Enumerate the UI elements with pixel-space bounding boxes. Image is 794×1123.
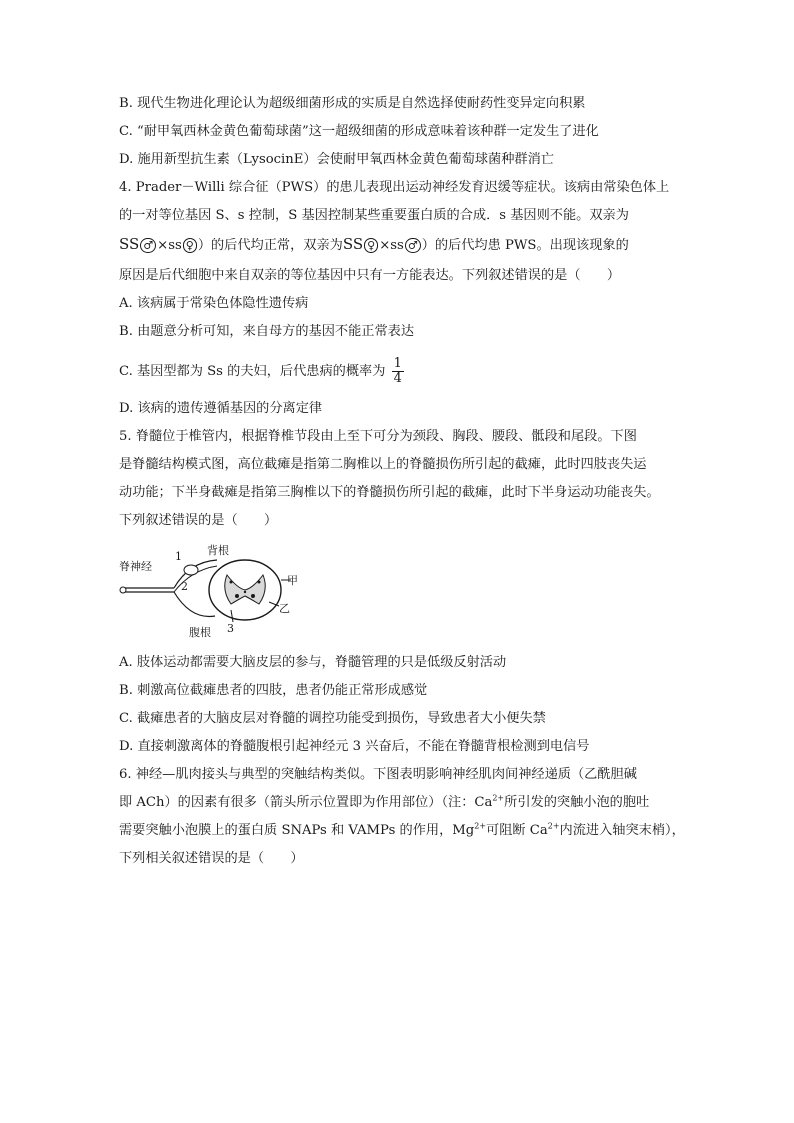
q6-line3-c: 内流进入轴突末梢），: [559, 823, 685, 838]
label-spinal-nerve: 脊神经: [119, 560, 152, 573]
q6-stem-line1: 6. 神经—肌肉接头与典型的突触结构类似。下图表明影响神经肌肉间神经递质（乙酰胆碱: [119, 767, 637, 782]
times-text: ×ss: [157, 238, 182, 253]
q5-stem-line2: 是脊髓结构模式图，高位截瘫是指第二胸椎以上的脊髓损伤所引起的截瘫，此时四肢丧失运: [119, 457, 647, 472]
label-yi: 乙: [279, 602, 290, 615]
times-text: ×ss: [379, 238, 404, 253]
label-dorsal-root: 背根: [207, 544, 229, 557]
q6-stem-line4: 下列相关叙述错误的是（ ）: [119, 851, 304, 866]
q4-option-d: D. 该病的遗传遵循基因的分离定律: [119, 401, 323, 416]
spinal-cord-diagram: [119, 540, 299, 640]
q6-line2-end: 所引发的突触小泡的胞吐: [504, 795, 650, 810]
q4-stem-line4: 原因是后代细胞中来自双亲的等位基因中只有一方能表达。下列叙述错误的是（ ）: [119, 268, 621, 283]
superscript: 2+: [474, 821, 487, 831]
genotype-ss-father: SS: [119, 235, 140, 253]
label-ventral-root: 腹根: [189, 626, 211, 639]
female-symbol-icon: ♀: [183, 238, 197, 253]
label-jia: 甲: [287, 574, 298, 587]
q5-stem-line1: 5. 脊髓位于椎管内，根据脊椎节段由上至下可分为颈段、胸段、腰段、骶段和尾段。下图: [119, 429, 637, 444]
q6-line3-a: 需要突触小泡膜上的蛋白质 SNAPs 和 VAMPs 的作用，Mg: [119, 823, 475, 838]
q4-stem-line1: 4. Prader－Willi 综合征（PWS）的患儿表现出运动神经发育迟缓等症状。该病由常染色体上: [119, 180, 670, 195]
label-1: 1: [175, 550, 182, 563]
q6-line2-text: 即 ACh）的因素有很多（箭头所示位置即为作用部位）（注：Ca: [119, 795, 493, 810]
q4-stem-line2: 的一对等位基因 S、s 控制，S 基因控制某些重要蛋白质的合成．s 基因则不能。双亲为: [119, 208, 629, 223]
q4-stem-end: ）的后代均患 PWS。出现该现象的: [421, 238, 629, 253]
q4-option-c: [119, 357, 404, 386]
superscript: 2+: [547, 821, 560, 831]
q5-option-d: D. 直接刺激离体的脊髓腹根引起神经元 3 兴奋后，不能在脊髓背根检测到电信号: [119, 739, 590, 754]
q4-option-b: B. 由题意分析可知，来自母方的基因不能正常表达: [119, 324, 415, 339]
male-symbol-icon: ♂: [405, 238, 421, 253]
q4-option-a: A. 该病属于常染色体隐性遗传病: [119, 296, 309, 311]
superscript: 2+: [492, 793, 505, 803]
q4-stem-line3: [119, 235, 629, 255]
q3-option-d: D. 施用新型抗生素（LysocinE）会使耐甲氧西林金黄色葡萄球菌种群消亡: [119, 152, 554, 167]
label-3: 3: [227, 622, 234, 635]
label-2: 2: [181, 580, 188, 593]
fraction: [392, 357, 404, 386]
q4-option-c-text: C. 基因型都为 Ss 的夫妇，后代患病的概率为: [119, 364, 386, 379]
q3-option-c: C. “耐甲氧西林金黄色葡萄球菌”这一超级细菌的形成意味着该种群一定发生了进化: [119, 124, 599, 139]
q3-option-b: B. 现代生物进化理论认为超级细菌形成的实质是自然选择使耐药性变异定向积累: [119, 96, 586, 111]
fraction-denominator: 4: [393, 371, 402, 386]
q6-line3-b: 可阻断 Ca: [486, 823, 548, 838]
q5-stem-line3: 动功能；下半身截瘫是指第三胸椎以下的脊髓损伤所引起的截瘫，此时下半身运动功能丧失。: [119, 485, 660, 500]
q4-stem-mid: ）的后代均正常，双亲为: [197, 238, 343, 253]
q5-option-b: B. 刺激高位截瘫患者的四肢，患者仍能正常形成感觉: [119, 683, 428, 698]
genotype-ss-mother: SS: [342, 235, 364, 253]
q5-stem-line4: 下列叙述错误的是（ ）: [119, 513, 278, 528]
female-symbol-icon: ♀: [364, 238, 378, 253]
q6-stem-line3: [119, 822, 685, 840]
q5-option-c: C. 截瘫患者的大脑皮层对脊髓的调控功能受到损伤，导致患者大小便失禁: [119, 711, 546, 726]
q6-stem-line2: [119, 794, 649, 812]
male-symbol-icon: ♂: [140, 238, 156, 253]
q5-option-a: A. 肢体运动都需要大脑皮层的参与，脊髓管理的只是低级反射活动: [119, 655, 507, 670]
fraction-numerator: 1: [393, 356, 402, 371]
